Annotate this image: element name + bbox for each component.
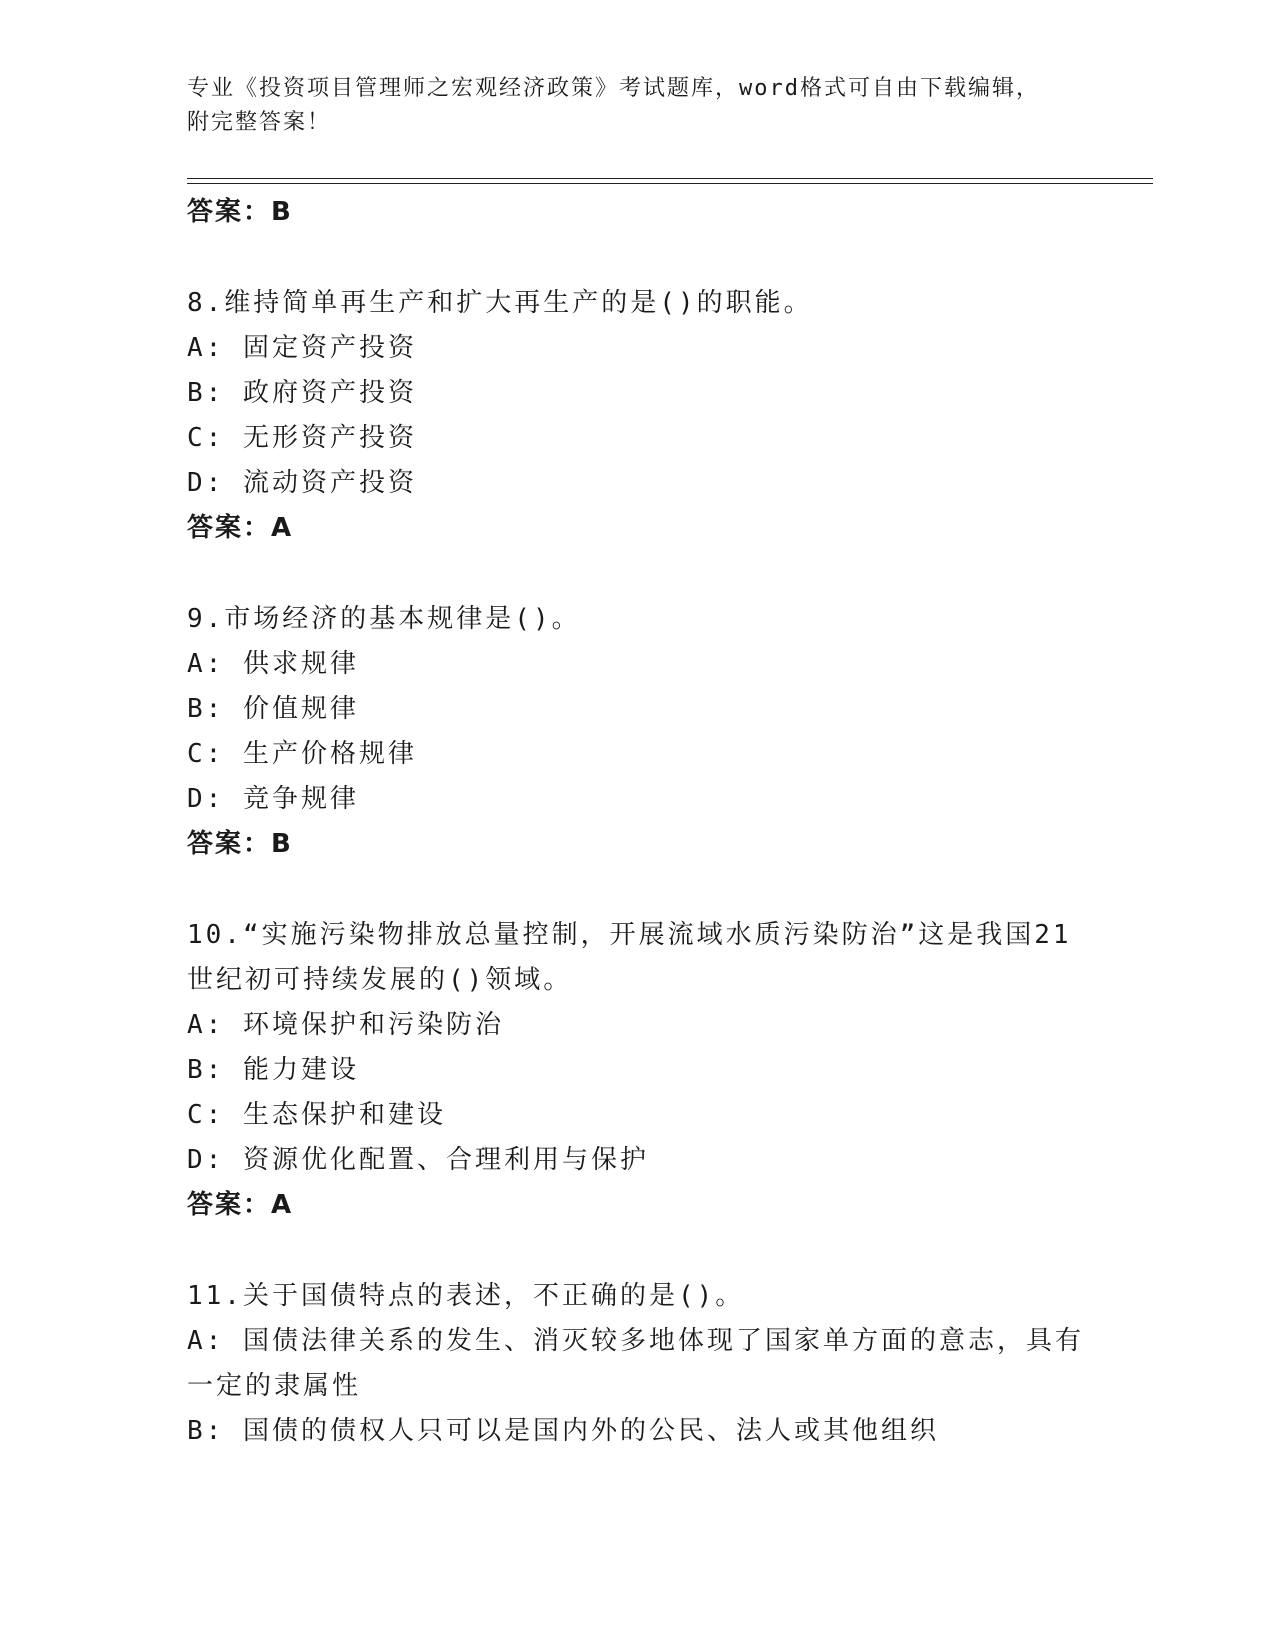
option-d: D: 资源优化配置、合理利用与保护 xyxy=(187,1145,649,1175)
spacer xyxy=(187,235,1087,281)
option-c: C: 无形资产投资 xyxy=(187,423,417,453)
question-11 xyxy=(187,1274,1087,1454)
header-line-1: 专业《投资项目管理师之宏观经济政策》考试题库，word格式可自由下载编辑， xyxy=(187,76,1040,101)
question-stem-continued: 世纪初可持续发展的()领域。 xyxy=(187,965,573,995)
spacer xyxy=(187,1228,1087,1274)
header-divider-bottom xyxy=(187,183,1153,184)
spacer xyxy=(187,867,1087,913)
question-stem: 9.市场经济的基本规律是()。 xyxy=(187,604,581,634)
option-c: C: 生产价格规律 xyxy=(187,739,417,769)
document-header xyxy=(187,72,1067,140)
option-a: A: 固定资产投资 xyxy=(187,333,417,363)
answer-line: 答案：B xyxy=(187,829,293,859)
question-stem: 10.“实施污染物排放总量控制，开展流域水质污染防治”这是我国21 xyxy=(187,920,1072,950)
option-c: C: 生态保护和建设 xyxy=(187,1100,446,1130)
option-d: D: 竞争规律 xyxy=(187,784,359,814)
option-b: B: 能力建设 xyxy=(187,1055,359,1085)
option-a-continued: 一定的隶属性 xyxy=(187,1371,362,1401)
header-line-2: 附完整答案！ xyxy=(187,110,332,135)
question-stem: 11.关于国债特点的表述，不正确的是()。 xyxy=(187,1281,745,1311)
option-d: D: 流动资产投资 xyxy=(187,468,417,498)
option-a: A: 国债法律关系的发生、消灭较多地体现了国家单方面的意志，具有 xyxy=(187,1326,1084,1356)
answer-line: 答案：A xyxy=(187,513,294,543)
option-a: A: 供求规律 xyxy=(187,649,359,679)
question-stem: 8.维持简单再生产和扩大再生产的是()的职能。 xyxy=(187,288,813,318)
option-b: B: 价值规律 xyxy=(187,694,359,724)
spacer xyxy=(187,551,1087,597)
header-divider-top xyxy=(187,178,1153,179)
question-8 xyxy=(187,281,1087,551)
question-9 xyxy=(187,597,1087,867)
option-b: B: 国债的债权人只可以是国内外的公民、法人或其他组织 xyxy=(187,1416,939,1446)
answer-line: 答案：A xyxy=(187,1190,294,1220)
option-b: B: 政府资产投资 xyxy=(187,378,417,408)
answer-line: 答案：B xyxy=(187,197,293,227)
question-10 xyxy=(187,913,1087,1228)
question-list xyxy=(187,190,1087,1454)
option-a: A: 环境保护和污染防治 xyxy=(187,1010,504,1040)
